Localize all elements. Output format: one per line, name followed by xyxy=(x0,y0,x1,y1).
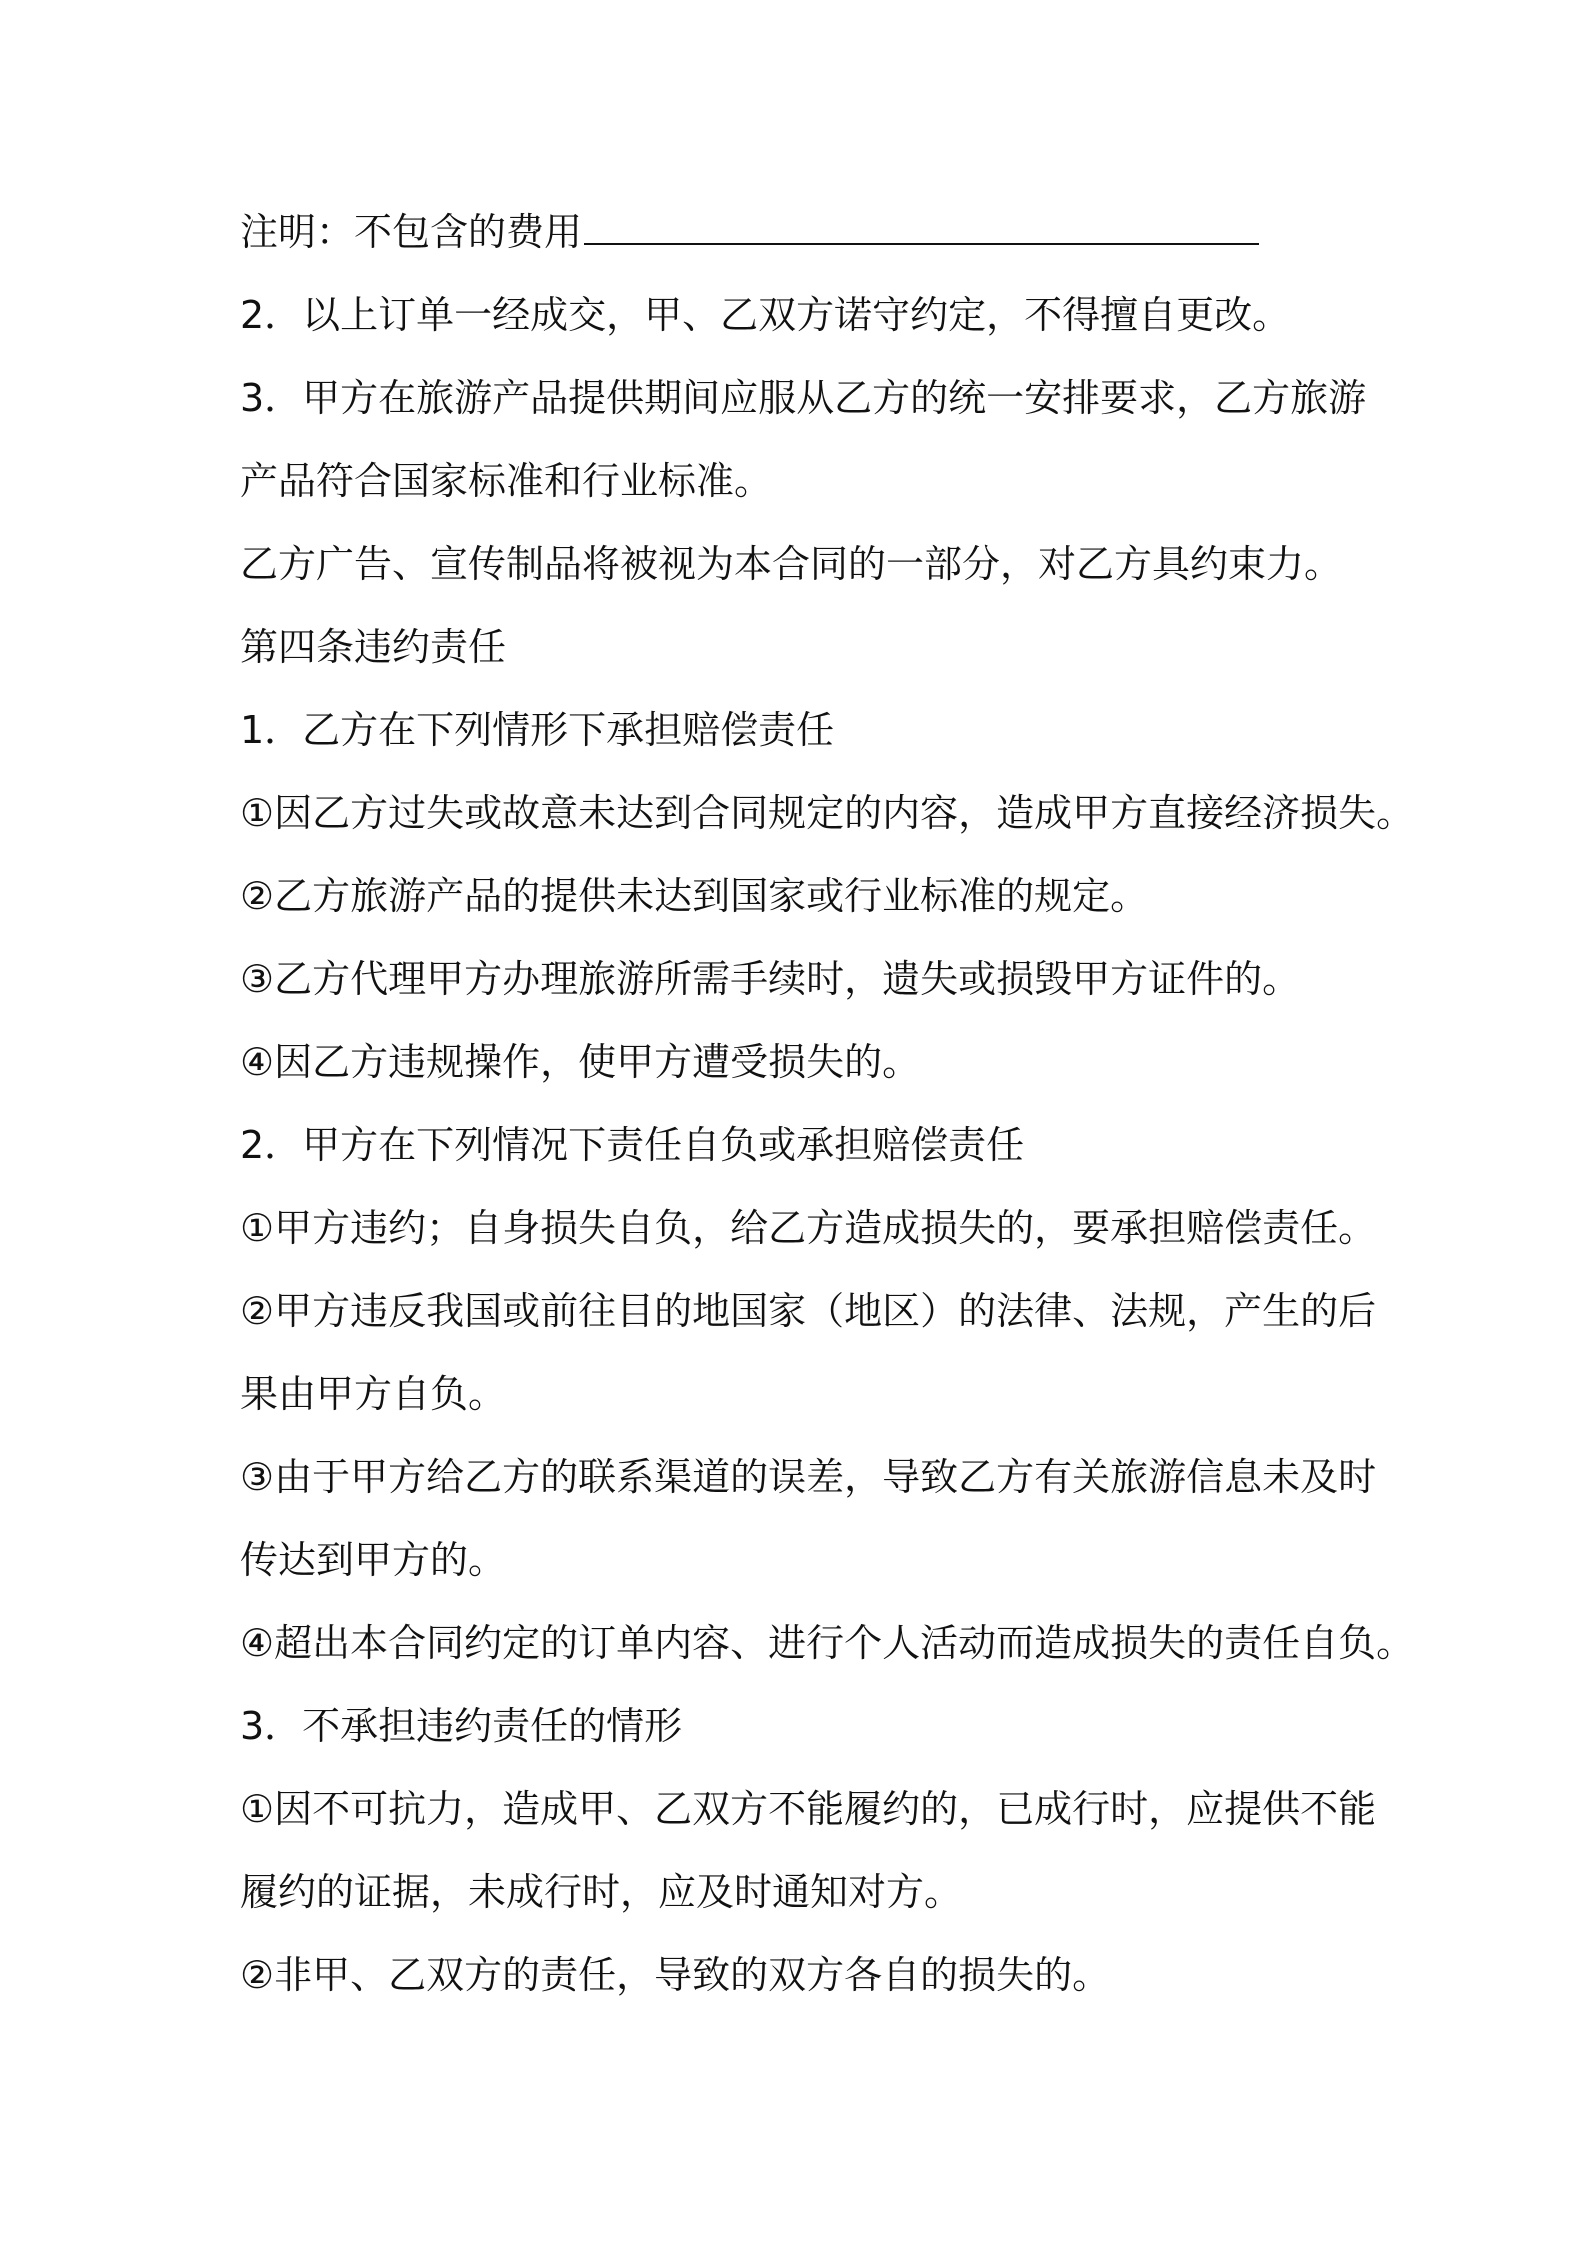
clause-item: 果由甲方自负。 xyxy=(240,1372,507,1416)
clause-item: ②非甲、乙双方的责任，导致的双方各自的损失的。 xyxy=(240,1953,1111,1997)
clause-item: ④因乙方违规操作，使甲方遭受损失的。 xyxy=(240,1040,921,1084)
clause-item: ④超出本合同约定的订单内容、进行个人活动而造成损失的责任自负。 xyxy=(240,1621,1415,1665)
clause-line: 3．甲方在旅游产品提供期间应服从乙方的统一安排要求，乙方旅游 xyxy=(240,376,1367,420)
clause-item: ②乙方旅游产品的提供未达到国家或行业标准的规定。 xyxy=(240,874,1149,918)
note-label: 注明：不包含的费用 xyxy=(240,210,583,254)
section-heading: 第四条违约责任 xyxy=(240,625,507,669)
document-body xyxy=(240,197,1415,2023)
clause-item: ②甲方违反我国或前往目的地国家（地区）的法律、法规，产生的后 xyxy=(240,1289,1377,1333)
clause-line: 3．不承担违约责任的情形 xyxy=(240,1704,683,1748)
clause-item: ①因不可抗力，造成甲、乙双方不能履约的，已成行时，应提供不能 xyxy=(240,1787,1377,1831)
note-excluded-fees xyxy=(240,197,1380,280)
clause-line: 产品符合国家标准和行业标准。 xyxy=(240,459,773,503)
clause-line: 1．乙方在下列情形下承担赔偿责任 xyxy=(240,708,835,752)
fill-in-blank xyxy=(584,197,1259,245)
clause-line: 乙方广告、宣传制品将被视为本合同的一部分，对乙方具约束力。 xyxy=(240,542,1343,586)
clause-item: 传达到甲方的。 xyxy=(240,1538,507,1582)
clause-item: ①因乙方过失或故意未达到合同规定的内容，造成甲方直接经济损失。 xyxy=(240,791,1415,835)
clause-item: 履约的证据，未成行时，应及时通知对方。 xyxy=(240,1870,963,1914)
clause-item: ①甲方违约；自身损失自负，给乙方造成损失的，要承担赔偿责任。 xyxy=(240,1206,1377,1250)
clause-line: 2．甲方在下列情况下责任自负或承担赔偿责任 xyxy=(240,1123,1025,1167)
clause-item: ③由于甲方给乙方的联系渠道的误差，导致乙方有关旅游信息未及时 xyxy=(240,1455,1377,1499)
clause-item: ③乙方代理甲方办理旅游所需手续时，遗失或损毁甲方证件的。 xyxy=(240,957,1301,1001)
clause-line: 2．以上订单一经成交，甲、乙双方诺守约定，不得擅自更改。 xyxy=(240,293,1291,337)
